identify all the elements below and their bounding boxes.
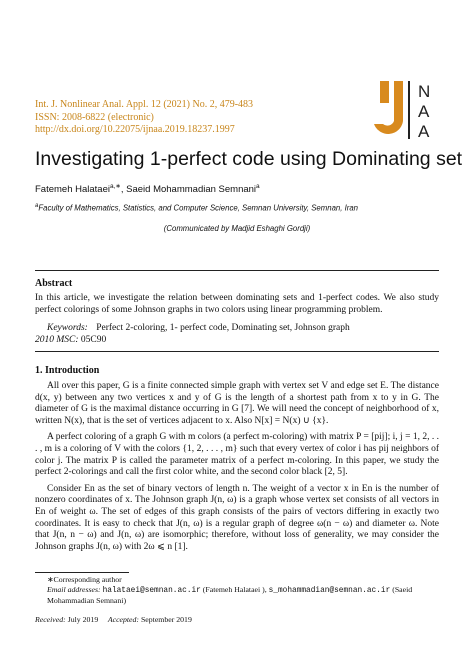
section-body xyxy=(35,381,439,558)
logo-letter-n: N xyxy=(418,82,431,101)
corresponding-author-note: ∗Corresponding author xyxy=(47,575,122,584)
email-1-name: (Fatemeh Halataei ), xyxy=(200,585,269,594)
author-separator: , xyxy=(120,184,127,196)
email-2-name: (Saeid Mohammadian Semnani) xyxy=(47,585,413,605)
doi-link[interactable]: http://dx.doi.org/10.22075/ijnaa.2019.18237.1997 xyxy=(35,124,235,135)
author-2: Saeid Mohammadian Semnani xyxy=(126,184,257,196)
author-list xyxy=(35,182,260,195)
communicated-by: (Communicated by Madjid Eshaghi Gordji) xyxy=(163,224,311,233)
email-1[interactable]: halataei@semnan.ac.ir xyxy=(102,587,201,595)
abstract-text: In this article, we investigate the relation between dominating sets and 1-perfect codes. We also study perfect colorings of some Johnson graphs in two colors using linear programming problem. xyxy=(35,293,439,315)
author-1: Fatemeh Halataei xyxy=(35,184,110,196)
logo-letter-a2: A xyxy=(418,122,430,141)
paragraph-1: All over this paper, G is a finite connected simple graph with vertex set V and edge set E. The distance d(x, y) between any two vertices x and y of G is the length of a shortest path from x to y in G. The diameter of G is the maximal distance occurring in G [7]. We will need the concept of neighborhood of x, written N(x), that is the set of vertices adjacent to x. Also N[x] = N(x) ∪ {x}. xyxy=(35,381,439,426)
paragraph-3: Consider En as the set of binary vectors of length n. The weight of a vector x in En is the number of nonzero coordinates of x. The Johnson graph J(n, ω) is a graph whose vertex set consists of all vectors in En of weight ω. The set of edges of this graph consists of the pairs of vectors differing in exactly two coordinates. It is easy to check that J(n, ω) is a regular graph of degree ω(n − ω) and diameter ω. Note that J(n, n − ω) and J(n, ω) are isomorphic; therefore, without loss of generality, we may consider the Johnson graphs J(n, ω) with 2ω ⩽ n [1]. xyxy=(35,483,439,552)
affiliation xyxy=(35,203,358,213)
footnotes xyxy=(35,575,439,606)
journal-issn: ISSN: 2008-6822 (electronic) xyxy=(35,111,154,123)
keywords-label: Keywords: xyxy=(47,323,88,333)
abstract-heading: Abstract xyxy=(35,278,73,289)
section-heading: 1. Introduction xyxy=(35,365,100,376)
msc-label: 2010 MSC: xyxy=(35,334,79,345)
paper-title: Investigating 1-perfect code using Dominating set xyxy=(35,148,463,170)
msc-text: 05C90 xyxy=(80,334,107,345)
keywords-text: Perfect 2-coloring, 1- perfect code, Dominating set, Johnson graph xyxy=(96,323,350,333)
affiliation-text: Faculty of Mathematics, Statistics, and Computer Science, Semnan University, Semnan, Iran xyxy=(38,203,359,213)
ijnaa-logo-icon xyxy=(374,79,446,141)
journal-header xyxy=(35,99,253,137)
logo-letter-a1: A xyxy=(418,102,430,121)
journal-citation: Int. J. Nonlinear Anal. Appl. 12 (2021) No. 2, 479-483 xyxy=(35,99,254,110)
accepted-date: September 2019 xyxy=(140,615,192,624)
author-2-sup: a xyxy=(256,183,260,190)
abstract-top-rule xyxy=(35,270,439,271)
paragraph-2: A perfect coloring of a graph G with m colors (a perfect m-coloring) with matrix P = [pij]; i, j = 1, 2, . . . , m is a coloring of V with the colors {1, 2, . . . , m} such that every vertex of color i has pij neighbors of color j. The matrix P is called the parameter matrix of a perfect m-coloring. In this paper, we study the perfect 2-colorings and call the first color white, and the second color black [2, 5]. xyxy=(35,432,439,478)
received-label: Received: xyxy=(35,615,66,624)
accepted-label: Accepted: xyxy=(107,615,140,624)
received-dates xyxy=(35,615,192,624)
email-label: Email addresses: xyxy=(47,585,101,594)
footnote-rule xyxy=(35,572,129,573)
received-date: July 2019 xyxy=(67,615,99,624)
keywords-block xyxy=(35,323,350,346)
abstract-bottom-rule xyxy=(35,351,439,352)
affiliation-sup: a xyxy=(35,203,39,209)
email-2[interactable]: s_mohammadian@semnan.ac.ir xyxy=(268,587,391,595)
author-1-sup: a,∗ xyxy=(109,183,121,190)
